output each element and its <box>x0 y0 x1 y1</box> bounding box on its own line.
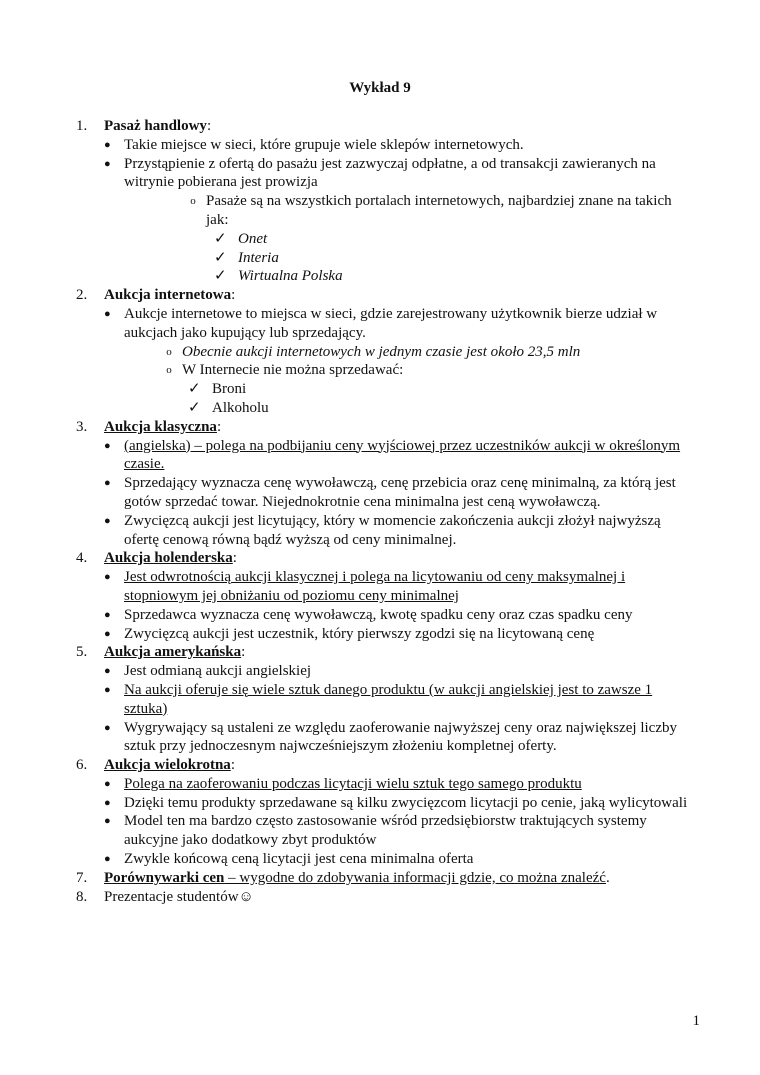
bullet-icon: ● <box>104 796 111 809</box>
list-item: ● (angielska) – polega na podbijaniu ceny wyjściowej przez uczestników aukcji w określonym czasie. <box>104 437 681 473</box>
list-item: ● Przystąpienie z ofertą do pasażu jest zazwyczaj odpłatne, a od transakcji zawieranych na witrynie pobierana jest prowizja <box>104 155 656 191</box>
section-prezentacje: 8. Prezentacje studentów☺ <box>76 888 254 905</box>
circle-icon: o <box>166 364 172 377</box>
section-aukcja-internetowa: 2. Aukcja internetowa: <box>76 287 236 304</box>
bullet-icon: ● <box>104 138 111 151</box>
section-heading: Aukcja klasyczna <box>104 418 217 435</box>
list-item: ✓ Alkoholu <box>188 399 269 416</box>
bullet-icon: ● <box>104 683 111 696</box>
list-item: ● Dzięki temu produkty sprzedawane są kilku zwycięzcom licytacji po cenie, jaką wylicytowali <box>104 794 688 811</box>
check-icon: ✓ <box>188 381 201 398</box>
section-heading: Aukcja wielokrotna <box>104 757 231 774</box>
bullet-icon: ● <box>104 514 111 527</box>
bullet-icon: ● <box>104 721 111 734</box>
bullet-icon: ● <box>104 627 111 640</box>
check-icon: ✓ <box>214 268 227 285</box>
list-item: ✓ Onet <box>214 230 268 247</box>
bullet-icon: ● <box>104 853 111 866</box>
section-heading: Porównywarki cen <box>104 869 225 886</box>
page-title: Wykład 9 <box>349 80 411 96</box>
list-item: ● Na aukcji oferuje się wiele sztuk danego produktu (w aukcji angielskiej jest to zawsze 1 sztuka) <box>104 681 653 717</box>
section-heading: Aukcja holenderska <box>104 550 233 567</box>
list-item: ● Model ten ma bardzo często zastosowanie wśród przedsiębiorstw traktujących systemy aukcyjne jako dodatkowy zbyt produktów <box>104 813 647 849</box>
list-item: ● Jest odwrotnością aukcji klasycznej i polega na licytowaniu od ceny maksymalnej i stopniowym jej obniżaniu od poziomu ceny minimalnej <box>104 569 626 604</box>
list-item: ● Polega na zaoferowaniu podczas licytacji wielu sztuk tego samego produktu <box>104 775 582 792</box>
list-item: ● Zwycięzcą aukcji jest uczestnik, który pierwszy zgodzi się na licytowaną cenę <box>104 625 595 642</box>
document-body <box>76 117 696 906</box>
list-item: o Obecnie aukcji internetowych w jednym czasie jest około 23,5 mln <box>156 343 696 362</box>
bullet-icon: ● <box>104 571 111 584</box>
bullet-icon: ● <box>104 777 111 790</box>
bullet-icon: ● <box>104 815 111 828</box>
list-item: ● Aukcje internetowe to miejsca w sieci, gdzie zarejestrowany użytkownik bierze udział w aukcjach jako kupujący lub sprzedający. <box>104 305 658 341</box>
list-item: o W Internecie nie można sprzedawać: <box>156 361 696 380</box>
circle-icon: o <box>190 195 196 208</box>
bullet-icon: ● <box>104 439 111 452</box>
bullet-icon: ● <box>104 477 111 490</box>
section-aukcja-klasyczna: 3. Aukcja klasyczna: <box>76 418 222 435</box>
section-aukcja-amerykanska: 5. Aukcja amerykańska: <box>76 644 246 661</box>
circle-icon: o <box>166 345 172 358</box>
list-item: ● Sprzedający wyznacza cenę wywoławczą, cenę przebicia oraz cenę minimalną, za którą jest gotów sprzedać towar. Niejednokrotnie cena minimalna jest ceną wywoławczą. <box>104 475 676 510</box>
bullet-icon: ● <box>104 157 111 170</box>
list-item: ● Zwycięzcą aukcji jest licytujący, który w momencie zakończenia aukcji złożył najwyższą ofertę cenową równą bądź wyższą od ceny minimalnej. <box>104 512 661 548</box>
list-item: o Pasaże są na wszystkich portalach internetowych, najbardziej znane na takich jak: <box>180 192 696 230</box>
check-icon: ✓ <box>214 230 227 247</box>
list-item: ✓ Broni <box>188 381 247 398</box>
bullet-icon: ● <box>104 665 111 678</box>
list-item: ● Zwykle końcową ceną licytacji jest cena minimalna oferta <box>104 851 474 868</box>
section-heading: Pasaż handlowy <box>104 118 207 134</box>
section-pasaz-handlowy: 1. Pasaż handlowy: <box>76 118 212 134</box>
list-item: ● Takie miejsce w sieci, które grupuje wiele sklepów internetowych. <box>104 136 524 153</box>
section-porownywarki-cen: 7. Porównywarki cen – wygodne do zdobywania informacji gdzie, co można znaleźć. <box>76 869 610 886</box>
section-aukcja-holenderska: 4. Aukcja holenderska: <box>76 550 237 567</box>
section-heading: Aukcja internetowa <box>104 287 232 304</box>
list-item: ✓ Wirtualna Polska <box>214 268 343 285</box>
bullet-icon: ● <box>104 608 111 621</box>
section-heading: Aukcja amerykańska <box>104 644 242 661</box>
list-item: ● Wygrywający są ustaleni ze względu zaoferowanie najwyższej ceny oraz największej liczby sztuk przy jednoczesnym najwcześniejszym złożeniu kompletnej oferty. <box>104 719 678 755</box>
list-item: ✓ Interia <box>214 249 279 266</box>
bullet-icon: ● <box>104 307 111 320</box>
list-item: ● Sprzedawca wyznacza cenę wywoławczą, kwotę spadku ceny oraz czas spadku ceny <box>104 606 633 623</box>
page-number: 1 <box>692 1013 700 1029</box>
list-item: ● Jest odmianą aukcji angielskiej <box>104 663 312 680</box>
check-icon: ✓ <box>188 399 201 416</box>
section-aukcja-wielokrotna: 6. Aukcja wielokrotna: <box>76 757 235 774</box>
check-icon: ✓ <box>214 249 227 266</box>
